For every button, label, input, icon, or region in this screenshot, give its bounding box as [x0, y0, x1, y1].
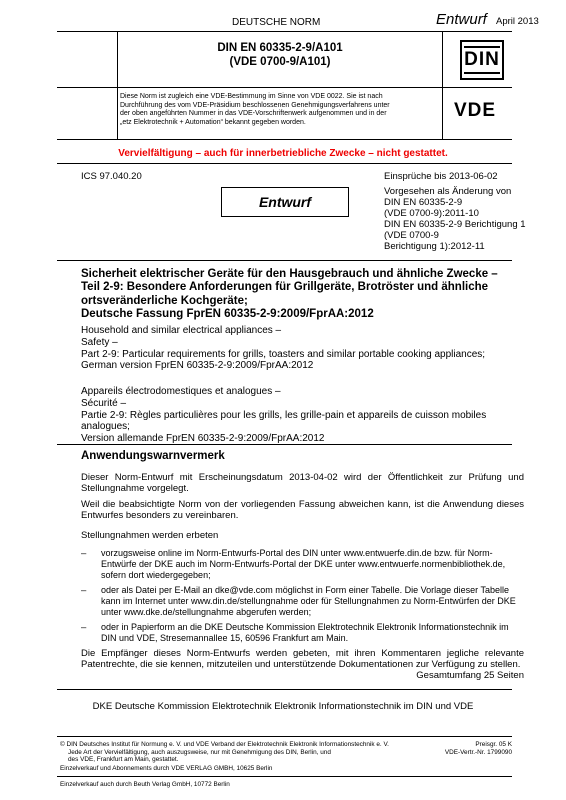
- ics-code: ICS 97.040.20: [81, 171, 142, 182]
- copyright: [60, 741, 440, 764]
- objection-deadline: Einsprüche bis 2013-06-02: [384, 171, 498, 182]
- warning-paragraph: Stellungnahmen werden erbeten: [81, 530, 219, 541]
- title-line: Partie 2-9: Règles particulières pour les grills, les grille-pain et appareils de cuisson mobiles: [81, 409, 487, 421]
- copy-restriction-notice: Vervielfältigung – auch für innerbetriebliche Zwecke – nicht gestattet.: [118, 148, 448, 159]
- warning-paragraph: Weil die beabsichtigte Norm von der vorliegenden Fassung abweichen kann, ist die Anwendung dieses Entwurfes besonders zu vereinbaren.: [81, 499, 524, 522]
- warning-paragraph: Die Empfänger dieses Norm-Entwurfs werden gebeten, mit ihren Kommentaren jegliche relevante Patentrechte, die sie kennen, mitzuteilen und unterstützende Dokumentationen zur Verfügung zu stellen.: [81, 648, 524, 671]
- amendment-line: DIN EN 60335-2-9 Berichtigung 1: [384, 219, 526, 230]
- copyright-line: des VDE, Frankfurt am Main, gestattet.: [68, 756, 179, 764]
- dke-line: DKE Deutsche Kommission Elektrotechnik Elektronik Informationstechnik im DIN und VDE: [92, 701, 474, 712]
- price-info: [430, 741, 512, 756]
- amendment-line: Berichtigung 1):2012-11: [384, 241, 485, 252]
- copyright-line: Jede Art der Vervielfältigung, auch auszugsweise, nur mit Genehmigung des DIN, Berlin, und: [68, 748, 331, 756]
- title-line: Teil 2-9: Besondere Anforderungen für Grillgeräte, Brotröster und ähnliche: [81, 281, 489, 294]
- amendment-line: (VDE 0700-9):2011-10: [384, 208, 479, 219]
- title-line: German version FprEN 60335-2-9:2009/FprAA:2012: [81, 360, 314, 372]
- title-line: Appareils électrodomestiques et analogues –: [81, 386, 281, 397]
- vde-notice-line: Durchführung des vom VDE-Präsidium beschlossenen Genehmigungsverfahrens unter: [120, 101, 390, 109]
- vde-number: (VDE 0700-9/A101): [229, 56, 331, 68]
- list-bullet: –: [81, 548, 87, 559]
- title-line: analogues;: [81, 421, 130, 433]
- divider: [57, 776, 512, 777]
- copyright-line: © DIN Deutsches Institut für Normung e. V. und VDE Verband der Elektrotechnik Elektronik Informationstechnik e. V.: [60, 741, 389, 748]
- din-logo: DIN: [460, 40, 504, 80]
- amendment-line: (VDE 0700-9: [384, 230, 439, 241]
- title-line: Sicherheit elektrischer Geräte für den Hausgebrauch und ähnliche Zwecke –: [81, 268, 498, 280]
- vde-notice-line: Diese Norm ist zugleich eine VDE-Bestimmung im Sinne von VDE 0022. Sie ist nach: [120, 93, 383, 100]
- issue-date: April 2013: [496, 16, 539, 27]
- amendment-line: DIN EN 60335-2-9: [384, 197, 463, 208]
- list-bullet: –: [81, 585, 87, 596]
- standard-number: DIN EN 60335-2-9/A101: [217, 42, 343, 54]
- divider: [57, 87, 512, 88]
- sales-info: Einzelverkauf auch durch Beuth Verlag GmbH, 10772 Berlin: [60, 781, 230, 788]
- title-line: Part 2-9: Particular requirements for grills, toasters and similar portable cooking appliances;: [81, 348, 486, 360]
- title-german: [81, 268, 521, 322]
- document-number: [118, 41, 442, 69]
- vde-notice: [120, 93, 438, 127]
- list-item: vorzugsweise online im Norm-Entwurfs-Portal des DIN unter www.entwuerfe.din.de bzw. für Norm-Entwürfe der DKE auch im Norm-Entwurfs-Portal der DKE unter www.entwuerfe.normenbibliothek.de, sofern dort wiedergegeben;: [101, 548, 506, 580]
- divider: [57, 163, 512, 164]
- title-line: Deutsche Fassung FprEN 60335-2-9:2009/FprAA:2012: [81, 308, 374, 321]
- list-item: oder als Datei per E-Mail an dke@vde.com möglichst in Form einer Tabelle. Die Vorlage dieser Tabelle kann im Internet unter www.din.de/stellungnahme oder für Stellungnahmen zu Norm-Entwürfen der DKE unter www.dke.de/stellungnahme abgerufen werden;: [101, 585, 516, 617]
- divider: [57, 444, 512, 445]
- title-line: Version allemande FprEN 60335-2-9:2009/FprAA:2012: [81, 433, 325, 445]
- title-english: [81, 325, 521, 372]
- draft-label: Entwurf: [436, 11, 487, 28]
- total-pages: Gesamtumfang 25 Seiten: [416, 670, 524, 681]
- list-bullet: –: [81, 622, 87, 633]
- divider: [57, 139, 512, 140]
- title-line: Household and similar electrical appliances –: [81, 325, 282, 336]
- vde-notice-line: der oben angeführten Nummer in das VDE-Vorschriftenwerk aufgenommen und in der: [120, 110, 387, 118]
- title-line: Sécurité –: [81, 397, 127, 409]
- sales-info: Einzelverkauf und Abonnements durch VDE VERLAG GMBH, 10625 Berlin: [60, 765, 273, 772]
- divider: [57, 689, 512, 690]
- draft-stamp: Entwurf: [221, 187, 349, 217]
- warning-heading: Anwendungswarnvermerk: [81, 450, 225, 462]
- price-group: Preisgr. 05 K: [475, 741, 512, 748]
- vde-logo: VDE: [454, 100, 497, 121]
- title-line: ortsveränderliche Kochgeräte;: [81, 294, 248, 307]
- divider: [57, 736, 512, 737]
- vde-notice-line: „etz Elektrotechnik + Automation“ bekannt gegeben worden.: [120, 118, 306, 126]
- intended-amendment: [384, 186, 526, 252]
- list-item: oder in Papierform an die DKE Deutsche Kommission Elektrotechnik Elektronik Informationstechnik im DIN und VDE, Stresemannallee 15, 60596 Frankfurt am Main.: [101, 622, 509, 643]
- divider: [57, 31, 512, 32]
- vde-contract-number: VDE-Vertr.-Nr. 1799090: [444, 748, 512, 756]
- warning-paragraph: Dieser Norm-Entwurf mit Erscheinungsdatum 2013-04-02 wird der Öffentlichkeit zur Prüfung und Stellungnahme vorgelegt.: [81, 472, 524, 495]
- divider: [442, 31, 443, 139]
- amendment-line: Vorgesehen als Änderung von: [384, 186, 512, 197]
- document-type: DEUTSCHE NORM: [232, 17, 321, 28]
- title-line: Safety –: [81, 336, 118, 348]
- divider: [57, 260, 512, 261]
- title-french: [81, 386, 521, 445]
